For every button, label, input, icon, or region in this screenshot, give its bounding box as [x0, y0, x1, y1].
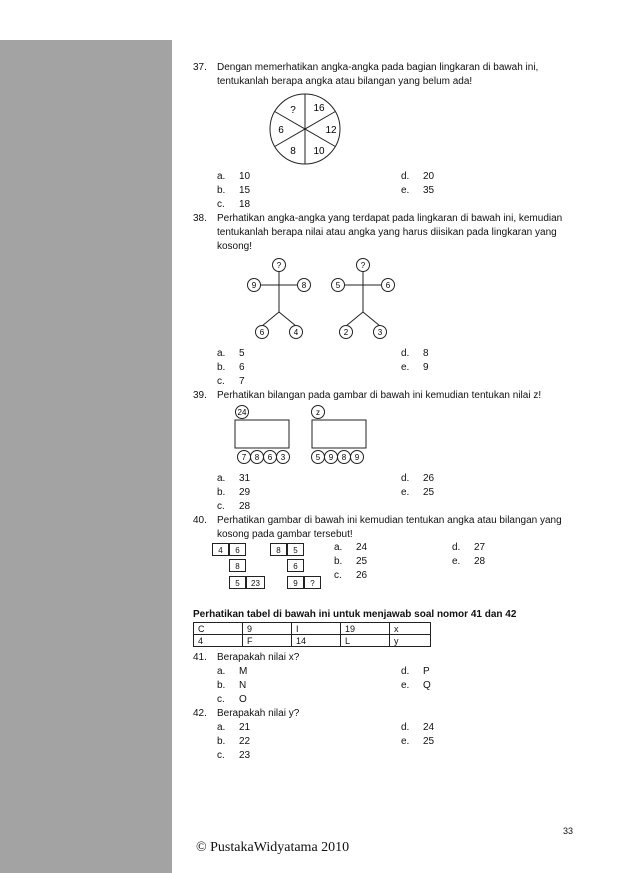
q40-f1-cell-a: 4: [212, 543, 229, 556]
q38-figures: [240, 254, 410, 344]
q39-option-c[interactable]: c. 28: [217, 501, 251, 512]
table-cell: L: [341, 635, 390, 647]
q40-f1-cell-b: 6: [229, 543, 246, 556]
q38-f1-br: 4: [293, 328, 299, 337]
q40-f2-cell-c: 6: [287, 559, 304, 572]
q38-text-line1: Perhatikan angka-angka yang terdapat pada lingkaran di bawah ini, kemudian: [217, 213, 563, 224]
page-number: 33: [563, 826, 574, 836]
q37-circle-figure: [264, 92, 348, 166]
q38-option-d[interactable]: d. 8: [401, 348, 429, 359]
q40-option-d[interactable]: d. 27: [452, 542, 486, 553]
table-cell: 19: [341, 623, 390, 635]
q38-f1-right: 8: [301, 281, 307, 290]
q37-option-a[interactable]: a. 10: [217, 171, 251, 182]
q39-f1-top: 24: [237, 408, 247, 417]
q41-option-b[interactable]: b. N: [217, 680, 247, 691]
q37-seg-3: 12: [325, 125, 337, 136]
table-cell: x: [390, 623, 431, 635]
q41-option-e[interactable]: e. Q: [401, 680, 431, 691]
table-cell: 4: [194, 635, 243, 647]
q39-f2-wheel-4: 9: [354, 453, 360, 462]
q38-f2-left: 5: [335, 281, 341, 290]
q40-option-a[interactable]: a. 24: [334, 542, 368, 553]
q42-option-e[interactable]: e. 25: [401, 736, 435, 747]
q40-f1-cell-d: 5: [229, 576, 246, 589]
q39-f2-top: z: [316, 408, 320, 417]
q41-text: Berapakah nilai x?: [217, 652, 300, 663]
q37-seg-1: ?: [290, 105, 296, 116]
q40-option-e[interactable]: e. 28: [452, 556, 486, 567]
q39-option-d[interactable]: d. 26: [401, 473, 435, 484]
q40-option-b[interactable]: b. 25: [334, 556, 368, 567]
q40-f1-cell-e: 23: [246, 576, 265, 589]
q39-f1-wheel-1: 7: [241, 453, 247, 462]
q37-option-d[interactable]: d. 20: [401, 171, 435, 182]
q38-option-b[interactable]: b. 6: [217, 362, 245, 373]
q39-option-a[interactable]: a. 31: [217, 473, 251, 484]
table-cell: 14: [292, 635, 341, 647]
q37-option-c[interactable]: c. 18: [217, 199, 251, 210]
q38-text-line3: kosong!: [217, 241, 253, 252]
table-cell: F: [243, 635, 292, 647]
q37-number: 37.: [193, 62, 207, 73]
q38-f2-top: ?: [360, 261, 366, 270]
q41-number: 41.: [193, 652, 207, 663]
letter-number-table: [193, 622, 431, 647]
q40-f2-cell-e: ?: [304, 576, 321, 589]
q39-number: 39.: [193, 390, 207, 401]
q39-f2-wheel-1: 5: [315, 453, 321, 462]
q41-option-c[interactable]: c. O: [217, 694, 247, 705]
q40-f2-cell-a: 8: [270, 543, 287, 556]
q41-option-d[interactable]: d. P: [401, 666, 430, 677]
q39-figures: [228, 403, 378, 467]
q37-text-line1: Dengan memerhatikan angka-angka pada bagian lingkaran di bawah ini,: [217, 62, 539, 73]
table-cell: I: [292, 623, 341, 635]
q42-option-a[interactable]: a. 21: [217, 722, 251, 733]
q42-option-d[interactable]: d. 24: [401, 722, 435, 733]
q37-seg-6: 6: [278, 125, 284, 136]
q40-number: 40.: [193, 515, 207, 526]
q40-f1-cell-c: 8: [229, 559, 246, 572]
q41-option-a[interactable]: a. M: [217, 666, 248, 677]
q38-option-a[interactable]: a. 5: [217, 348, 245, 359]
q39-f1-wheel-3: 6: [267, 453, 273, 462]
q38-number: 38.: [193, 213, 207, 224]
table-cell: C: [194, 623, 243, 635]
q38-f1-bl: 6: [259, 328, 265, 337]
q37-seg-4: 10: [313, 146, 325, 157]
q42-number: 42.: [193, 708, 207, 719]
q37-option-b[interactable]: b. 15: [217, 185, 251, 196]
q37-text-line2: tentukanlah berapa angka atau bilangan yang belum ada!: [217, 76, 473, 87]
q38-option-e[interactable]: e. 9: [401, 362, 429, 373]
q42-option-b[interactable]: b. 22: [217, 736, 251, 747]
q38-option-c[interactable]: c. 7: [217, 376, 245, 387]
q39-option-b[interactable]: b. 29: [217, 487, 251, 498]
q38-f2-right: 6: [385, 281, 391, 290]
q42-text: Berapakah nilai y?: [217, 708, 300, 719]
table-row: [194, 635, 431, 647]
q39-text-line1: Perhatikan bilangan pada gambar di bawah ini kemudian tentukan nilai z!: [217, 390, 542, 401]
table-cell: y: [390, 635, 431, 647]
q38-text-line2: tentukanlah berapa nilai atau angka yang harus diisikan pada lingkaran yang: [217, 227, 557, 238]
q38-f2-bl: 2: [343, 328, 349, 337]
q37-option-e[interactable]: e. 35: [401, 185, 435, 196]
footer-copyright: © PustakaWidyatama 2010: [196, 840, 350, 855]
q38-f1-left: 9: [251, 281, 257, 290]
q39-f1-wheel-2: 8: [254, 453, 260, 462]
q40-text-line2: kosong pada gambar tersebut!: [217, 529, 353, 540]
page-sidebar: [0, 40, 172, 873]
q39-f2-wheel-2: 9: [328, 453, 334, 462]
q39-f2-wheel-3: 8: [341, 453, 347, 462]
q40-f2-cell-d: 9: [287, 576, 304, 589]
q40-f2-cell-b: 5: [287, 543, 304, 556]
q38-f1-top: ?: [276, 261, 282, 270]
q40-text-line1: Perhatikan gambar di bawah ini kemudian tentukan angka atau bilangan yang: [217, 515, 562, 526]
q39-f1-wheel-4: 3: [280, 453, 286, 462]
table-cell: 9: [243, 623, 292, 635]
table-row: [194, 623, 431, 635]
q37-seg-5: 8: [290, 146, 296, 157]
q42-option-c[interactable]: c. 23: [217, 750, 251, 761]
q40-option-c[interactable]: c. 26: [334, 570, 368, 581]
q37-seg-2: 16: [313, 103, 325, 114]
table-title: Perhatikan tabel di bawah ini untuk menjawab soal nomor 41 dan 42: [193, 609, 517, 620]
q38-f2-br: 3: [377, 328, 383, 337]
q39-option-e[interactable]: e. 25: [401, 487, 435, 498]
